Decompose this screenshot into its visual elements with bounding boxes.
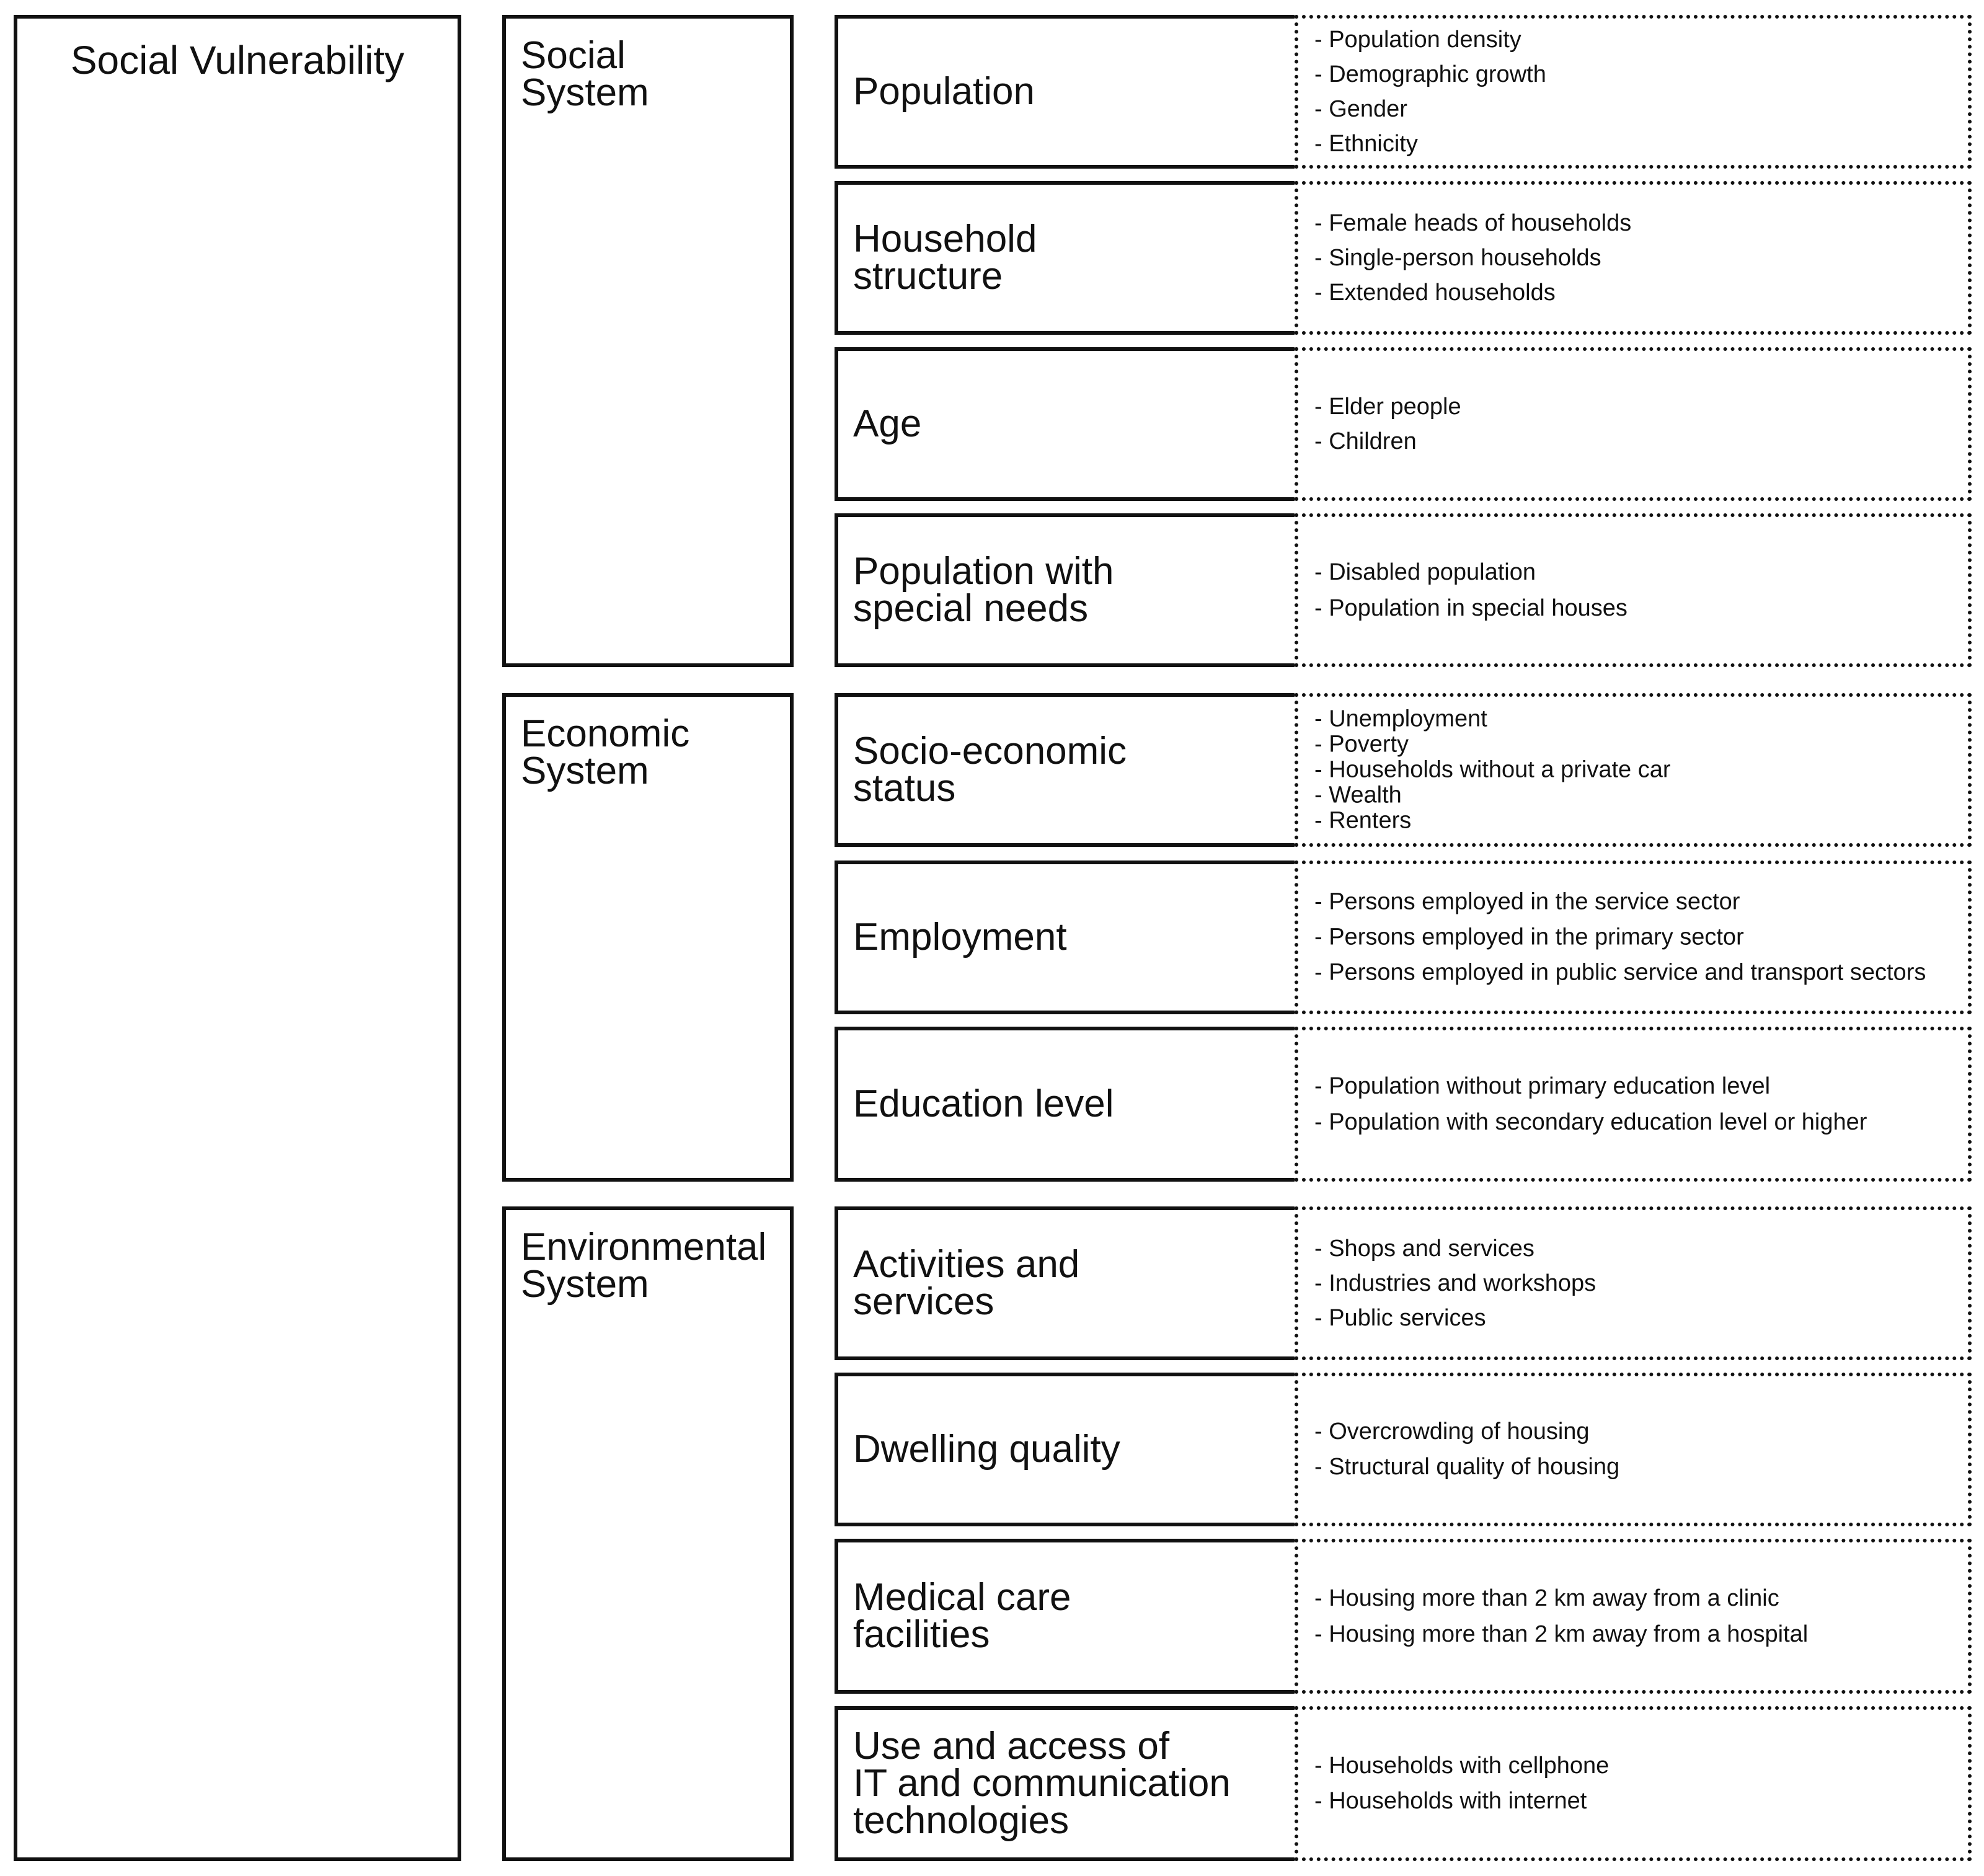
category-employment	[835, 861, 1298, 1014]
system-title: Environmental System	[521, 1226, 767, 1306]
indicator-item: - Overcrowding of housing	[1314, 1418, 1590, 1445]
indicator-item: - Disabled population	[1314, 559, 1536, 585]
indicator-list	[1314, 1068, 1962, 1140]
indicator-item: - Female heads of households	[1314, 210, 1632, 236]
indicator-item: - Elder people	[1314, 394, 1461, 420]
indicator-box-it-communication	[1295, 1706, 1972, 1861]
indicator-item: - Households with cellphone	[1314, 1753, 1610, 1779]
indicator-box-age	[1295, 347, 1972, 501]
indicator-item: - Shops and services	[1314, 1236, 1534, 1262]
indicator-list	[1314, 22, 1962, 161]
indicator-item: - Population density	[1314, 27, 1521, 53]
category-title: Age	[853, 402, 922, 445]
indicator-item: - Poverty	[1314, 731, 1409, 758]
system-economic	[502, 693, 794, 1182]
indicator-item: - Housing more than 2 km away from a clinic	[1314, 1585, 1779, 1611]
indicator-item: - Persons employed in the primary sector	[1314, 924, 1744, 950]
category-title: Use and access of IT and communication technologies	[853, 1725, 1231, 1842]
category-socio-economic-status	[835, 693, 1298, 847]
indicator-list	[1314, 707, 1962, 834]
category-title: Household structure	[853, 218, 1037, 298]
indicator-item: - Extended households	[1314, 280, 1556, 306]
indicator-list	[1314, 206, 1962, 310]
system-environmental	[502, 1206, 794, 1861]
indicator-item: - Single-person households	[1314, 245, 1601, 271]
indicator-item: - Housing more than 2 km away from a hospital	[1314, 1621, 1809, 1647]
indicator-item: - Gender	[1314, 96, 1407, 122]
indicator-item: - Population in special houses	[1314, 595, 1628, 621]
indicator-item: - Population without primary education level	[1314, 1073, 1771, 1099]
indicator-item: - Industries and workshops	[1314, 1270, 1596, 1296]
indicator-box-medical-care-facilities	[1295, 1539, 1972, 1694]
indicator-box-population-special-needs	[1295, 513, 1972, 667]
indicator-item: - Children	[1314, 428, 1417, 454]
indicator-item: - Persons employed in the service sector	[1314, 888, 1740, 915]
indicator-box-population	[1295, 15, 1972, 169]
indicator-item: - Population with secondary education level or higher	[1314, 1109, 1867, 1135]
indicator-list	[1314, 1748, 1962, 1819]
indicator-item: - Structural quality of housing	[1314, 1454, 1620, 1480]
indicator-item: - Wealth	[1314, 782, 1402, 808]
indicator-box-activities-and-services	[1295, 1206, 1972, 1360]
category-title: Socio-economic status	[853, 730, 1127, 810]
indicator-list	[1314, 1231, 1962, 1335]
indicator-item: - Renters	[1314, 807, 1412, 834]
indicator-item: - Ethnicity	[1314, 131, 1418, 157]
category-population	[835, 15, 1298, 169]
indicator-box-education-level	[1295, 1027, 1972, 1182]
indicator-box-socio-economic-status	[1295, 693, 1972, 847]
indicator-list	[1314, 885, 1962, 991]
indicator-box-dwelling-quality	[1295, 1373, 1972, 1526]
category-title: Employment	[853, 916, 1067, 958]
indicator-item: - Unemployment	[1314, 706, 1487, 732]
system-title: Social System	[521, 34, 649, 114]
indicator-list	[1314, 1414, 1962, 1485]
indicator-item: - Persons employed in public service and transport sectors	[1314, 959, 1926, 986]
category-title: Medical care facilities	[853, 1576, 1071, 1656]
category-title: Education level	[853, 1082, 1114, 1125]
indicator-list	[1314, 389, 1962, 459]
category-population-special-needs	[835, 513, 1298, 667]
root-box	[14, 15, 461, 1861]
category-household-structure	[835, 181, 1298, 335]
indicator-box-employment	[1295, 861, 1972, 1014]
root-title: Social Vulnerability	[70, 38, 405, 82]
indicator-list	[1314, 554, 1962, 626]
category-title: Dwelling quality	[853, 1428, 1120, 1471]
indicator-item: - Demographic growth	[1314, 61, 1546, 87]
category-it-communication	[835, 1706, 1298, 1861]
category-title: Population with special needs	[853, 550, 1114, 630]
indicator-list	[1314, 1580, 1962, 1652]
category-dwelling-quality	[835, 1373, 1298, 1526]
indicator-item: - Households with internet	[1314, 1788, 1587, 1814]
system-social	[502, 15, 794, 667]
indicator-item: - Households without a private car	[1314, 756, 1671, 783]
system-title: Economic System	[521, 712, 690, 792]
category-medical-care-facilities	[835, 1539, 1298, 1694]
category-activities-and-services	[835, 1206, 1298, 1360]
category-age	[835, 347, 1298, 501]
category-title: Population	[853, 70, 1035, 113]
category-title: Activities and services	[853, 1243, 1080, 1323]
indicator-box-household-structure	[1295, 181, 1972, 335]
category-education-level	[835, 1027, 1298, 1182]
indicator-item: - Public services	[1314, 1305, 1486, 1331]
